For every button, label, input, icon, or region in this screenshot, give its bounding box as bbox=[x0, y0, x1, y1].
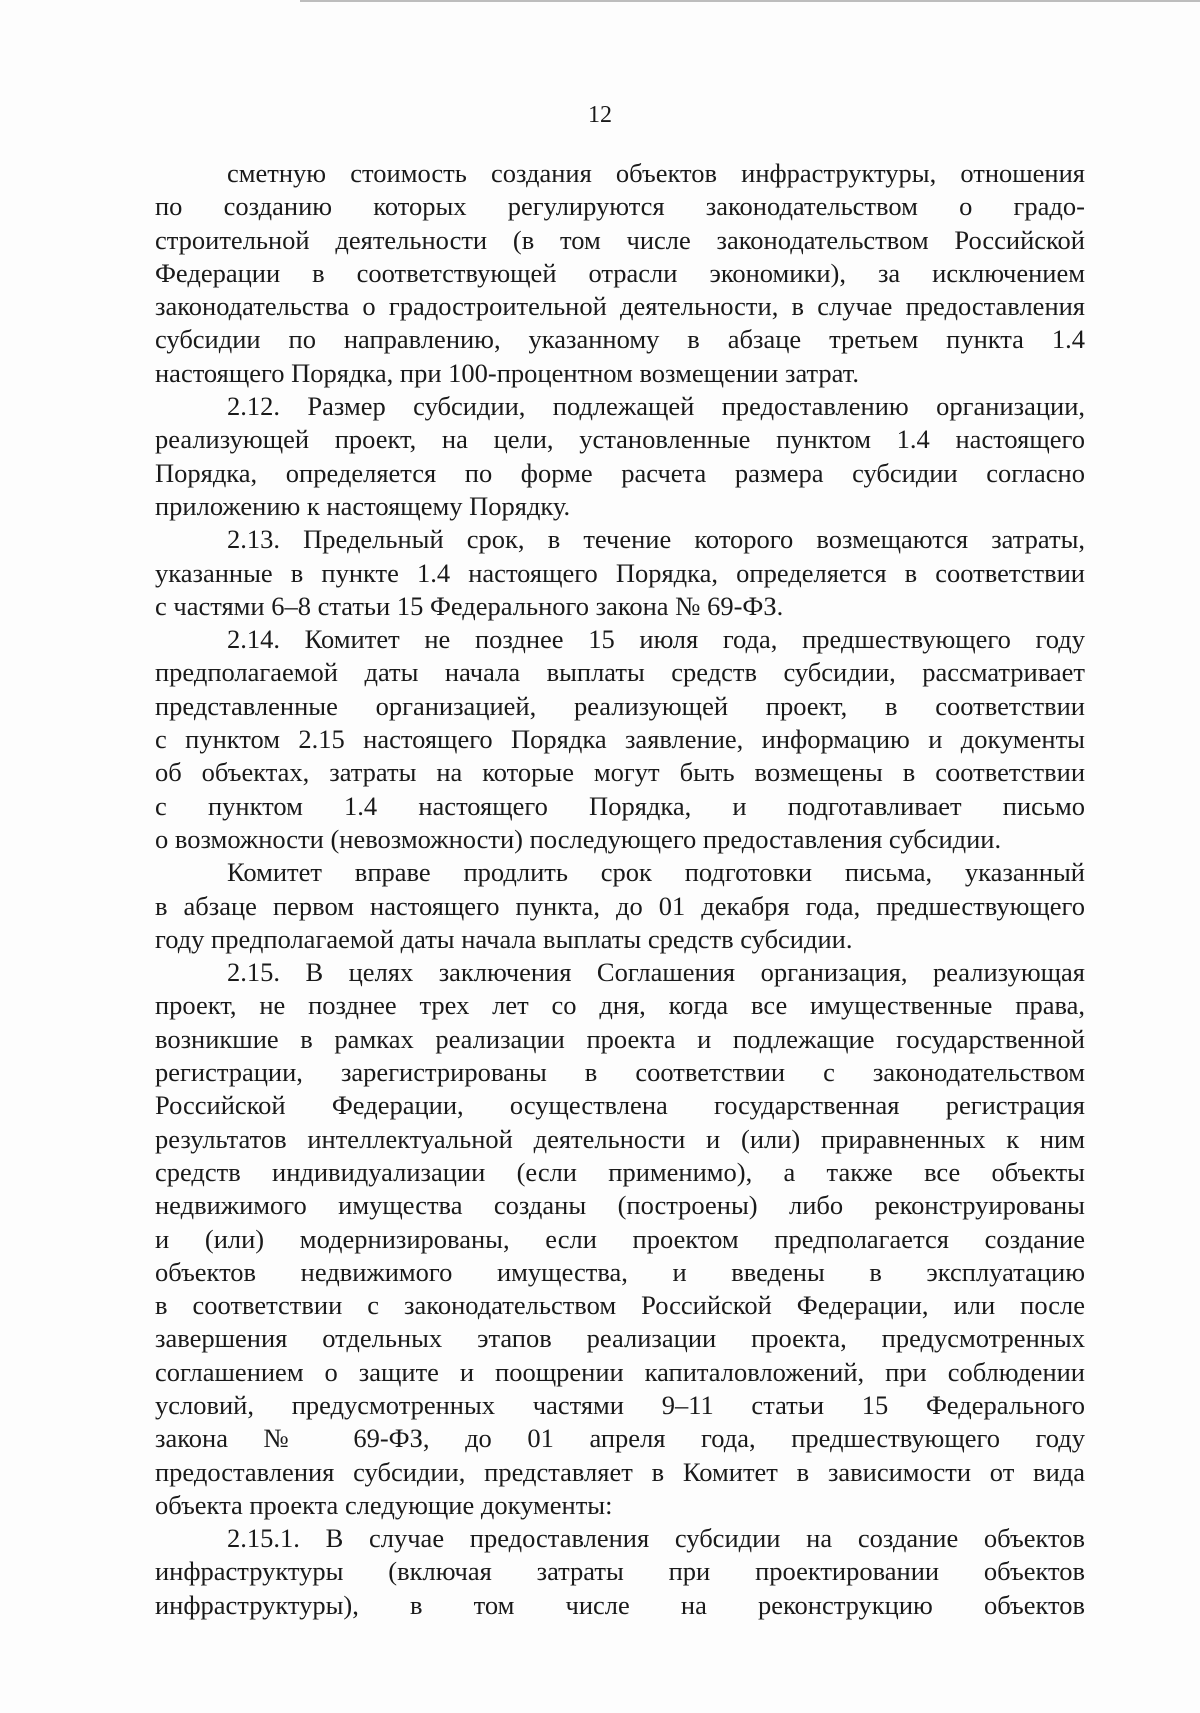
page-number: 12 bbox=[588, 102, 612, 128]
text-line: предоставления субсидии, представляет в Комитет в зависимости от вида bbox=[155, 1456, 1085, 1487]
text-line: в абзаце первом настоящего пункта, до 01 декабря года, предшествующего bbox=[155, 890, 1085, 921]
text-line: регистрации, зарегистрированы в соответствии с законодательством bbox=[155, 1057, 1085, 1088]
text-line: году предполагаемой даты начала выплаты средств субсидии. bbox=[155, 923, 853, 954]
text-line: объекта проекта следующие документы: bbox=[155, 1489, 613, 1520]
scan-edge-line bbox=[300, 0, 1200, 2]
text-line: о возможности (невозможности) последующего предоставления субсидии. bbox=[155, 823, 1002, 854]
text-line: проект, не позднее трех лет со дня, когда все имущественные права, bbox=[155, 990, 1085, 1021]
text-line: об объектах, затраты на которые могут быть возмещены в соответствии bbox=[155, 757, 1085, 788]
text-line: Российской Федерации, осуществлена государственная регистрация bbox=[155, 1090, 1085, 1121]
text-line: сметную стоимость создания объектов инфраструктуры, отношения bbox=[227, 158, 1085, 188]
document-body bbox=[155, 157, 1085, 1622]
text-line: реализующей проект, на цели, установленные пунктом 1.4 настоящего bbox=[155, 424, 1085, 455]
text-line: Федерации в соответствующей отрасли экономики), за исключением bbox=[155, 257, 1085, 288]
text-line: указанные в пункте 1.4 настоящего Порядка, определяется в соответствии bbox=[155, 557, 1085, 588]
text-line: Порядка, определяется по форме расчета размера субсидии согласно bbox=[155, 457, 1085, 488]
text-line: 2.15. В целях заключения Соглашения организация, реализующая bbox=[227, 957, 1085, 988]
text-line: Комитет вправе продлить срок подготовки письма, указанный bbox=[227, 857, 1085, 888]
text-line: строительной деятельности (в том числе законодательством Российской bbox=[155, 224, 1085, 255]
text-line: приложению к настоящему Порядку. bbox=[155, 490, 571, 521]
text-line: инфраструктуры), в том числе на реконструкцию объектов bbox=[155, 1589, 1085, 1620]
text-line: возникшие в рамках реализации проекта и подлежащие государственной bbox=[155, 1023, 1085, 1054]
text-line: 2.12. Размер субсидии, подлежащей предоставлению организации, bbox=[227, 391, 1085, 422]
text-line: инфраструктуры (включая затраты при проектировании объектов bbox=[155, 1556, 1085, 1587]
text-line: с частями 6–8 статьи 15 Федерального закона № 69-ФЗ. bbox=[155, 590, 784, 621]
text-line: результатов интеллектуальной деятельности и (или) приравненных к ним bbox=[155, 1123, 1085, 1154]
text-line: законодательства о градостроительной деятельности, в случае предоставления bbox=[155, 291, 1085, 322]
text-line: в соответствии с законодательством Российской Федерации, или после bbox=[155, 1290, 1085, 1321]
text-line: с пунктом 1.4 настоящего Порядка, и подготавливает письмо bbox=[155, 790, 1085, 821]
text-line: предполагаемой даты начала выплаты средств субсидии, рассматривает bbox=[155, 657, 1085, 688]
text-line: представленные организацией, реализующей проект, в соответствии bbox=[155, 690, 1085, 721]
text-line: средств индивидуализации (если применимо), а также все объекты bbox=[155, 1156, 1085, 1187]
text-line: соглашением о защите и поощрении капиталовложений, при соблюдении bbox=[155, 1356, 1085, 1387]
text-line: 2.13. Предельный срок, в течение которого возмещаются затраты, bbox=[227, 524, 1085, 555]
text-line: 2.14. Комитет не позднее 15 июля года, предшествующего году bbox=[227, 624, 1085, 655]
text-line: условий, предусмотренных частями 9–11 статьи 15 Федерального bbox=[155, 1389, 1085, 1420]
text-line: субсидии по направлению, указанному в абзаце третьем пункта 1.4 bbox=[155, 324, 1085, 355]
text-line: 2.15.1. В случае предоставления субсидии на создание объектов bbox=[227, 1523, 1085, 1554]
text-line: завершения отдельных этапов реализации проекта, предусмотренных bbox=[155, 1323, 1085, 1354]
text-line: настоящего Порядка, при 100-процентном возмещении затрат. bbox=[155, 357, 859, 388]
text-line: по созданию которых регулируются законодательством о градо- bbox=[155, 191, 1085, 222]
text-line: недвижимого имущества созданы (построены) либо реконструированы bbox=[155, 1190, 1085, 1221]
text-line: закона № 69-ФЗ, до 01 апреля года, предшествующего году bbox=[155, 1423, 1085, 1454]
text-line: с пунктом 2.15 настоящего Порядка заявление, информацию и документы bbox=[155, 724, 1085, 755]
text-line: объектов недвижимого имущества, и введены в эксплуатацию bbox=[155, 1256, 1085, 1287]
text-line: и (или) модернизированы, если проектом предполагается создание bbox=[155, 1223, 1085, 1254]
